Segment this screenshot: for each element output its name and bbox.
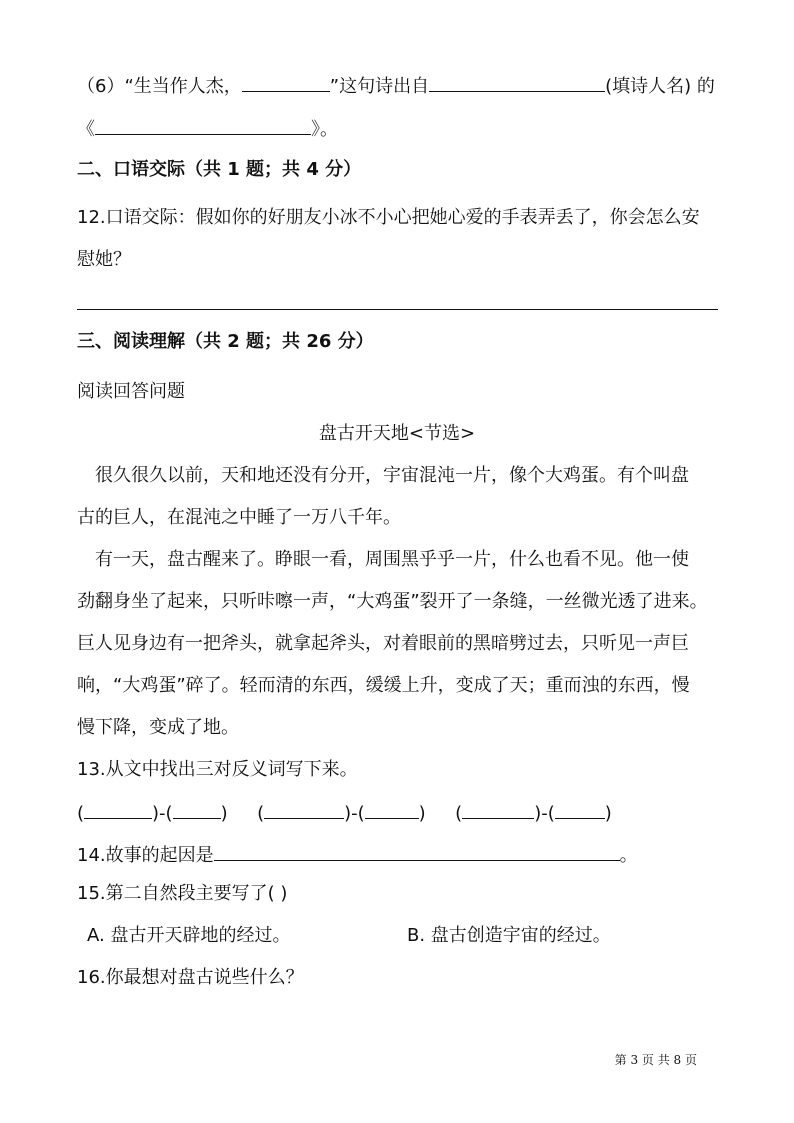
q13-pair-1 (77, 803, 228, 824)
q15-text: 15.第二自然段主要写了( ) (77, 883, 288, 904)
q13-pair-2 (257, 803, 426, 824)
pair-separator: )-( (534, 803, 555, 824)
q11-6-book-open: 《 (77, 119, 95, 140)
passage-line: 巨人见身边有一把斧头，就拿起斧头，对着眼前的黑暗劈过去，只听见一声巨 (77, 633, 689, 654)
q13-blank[interactable] (173, 800, 221, 819)
passage-line: 慢下降，变成了地。 (77, 717, 239, 738)
q11-6-blank-poet[interactable] (429, 73, 605, 92)
q13-blank[interactable] (84, 800, 152, 819)
section3-instruction: 阅读回答问题 (77, 381, 185, 402)
q13-text: 13.从文中找出三对反义词写下来。 (77, 759, 358, 780)
q12-answer-line[interactable] (77, 309, 718, 310)
q12-line1: 12.口语交际：假如你的好朋友小冰不小心把她心爱的手表弄丢了，你会怎么安 (77, 207, 700, 228)
q15-option-b[interactable]: B. 盘古创造宇宙的经过。 (407, 925, 611, 946)
passage-line: 响，“大鸡蛋”碎了。轻而清的东西，缓缓上升，变成了天；重而浊的东西，慢 (77, 675, 690, 696)
q13-pair-3 (455, 803, 612, 824)
pair-separator: )-( (344, 803, 365, 824)
passage-line: 有一天，盘古醒来了。睁眼一看，周围黑乎乎一片，什么也看不见。他一使 (95, 549, 689, 570)
q11-6-blank-verse[interactable] (242, 73, 330, 92)
q16-text: 16.你最想对盘古说些什么？ (77, 967, 304, 988)
q13-blank[interactable] (365, 800, 419, 819)
q11-6-mid: ”这句诗出自 (329, 76, 430, 97)
passage-line: 古的巨人，在混沌之中睡了一万八千年。 (77, 507, 401, 528)
q14-prefix: 14.故事的起因是 (77, 845, 214, 866)
passage-title: 盘古开天地<节选> (318, 423, 476, 444)
q11-6-line1 (77, 73, 715, 99)
passage-line: 劲翻身坐了起来，只听咔嚓一声，“大鸡蛋”裂开了一条缝，一丝微光透了进来。 (77, 591, 708, 612)
paren-open: ( (77, 803, 85, 824)
section3-heading: 三、阅读理解（共 2 题；共 26 分） (77, 331, 374, 352)
page-footer: 第 3 页 共 8 页 (614, 1053, 697, 1067)
q11-6-suffix: (填诗人名) 的 (605, 76, 715, 97)
q13-blank[interactable] (555, 800, 605, 819)
q11-6-prefix: （6）“生当作人杰， (77, 76, 242, 97)
passage-line: 很久很久以前，天和地还没有分开，宇宙混沌一片，像个大鸡蛋。有个叫盘 (95, 465, 689, 486)
q14-line (77, 842, 638, 868)
paren-close: ) (220, 803, 228, 824)
paren-close: ) (418, 803, 426, 824)
q11-6-line2 (77, 116, 338, 142)
q13-blank[interactable] (264, 800, 344, 819)
q12-line2: 慰她？ (77, 249, 131, 270)
q13-blank[interactable] (462, 800, 534, 819)
paren-close: ) (604, 803, 612, 824)
q15-option-a[interactable]: A. 盘古开天辟地的经过。 (87, 925, 291, 946)
q11-6-book-close: 》。 (311, 119, 338, 140)
q14-suffix: 。 (619, 845, 638, 866)
q11-6-blank-book[interactable] (95, 116, 311, 135)
q14-blank[interactable] (214, 842, 620, 861)
paren-open: ( (455, 803, 463, 824)
q13-answers (77, 800, 612, 826)
paren-open: ( (257, 803, 265, 824)
section2-heading: 二、口语交际（共 1 题；共 4 分） (77, 159, 362, 180)
pair-separator: )-( (152, 803, 173, 824)
